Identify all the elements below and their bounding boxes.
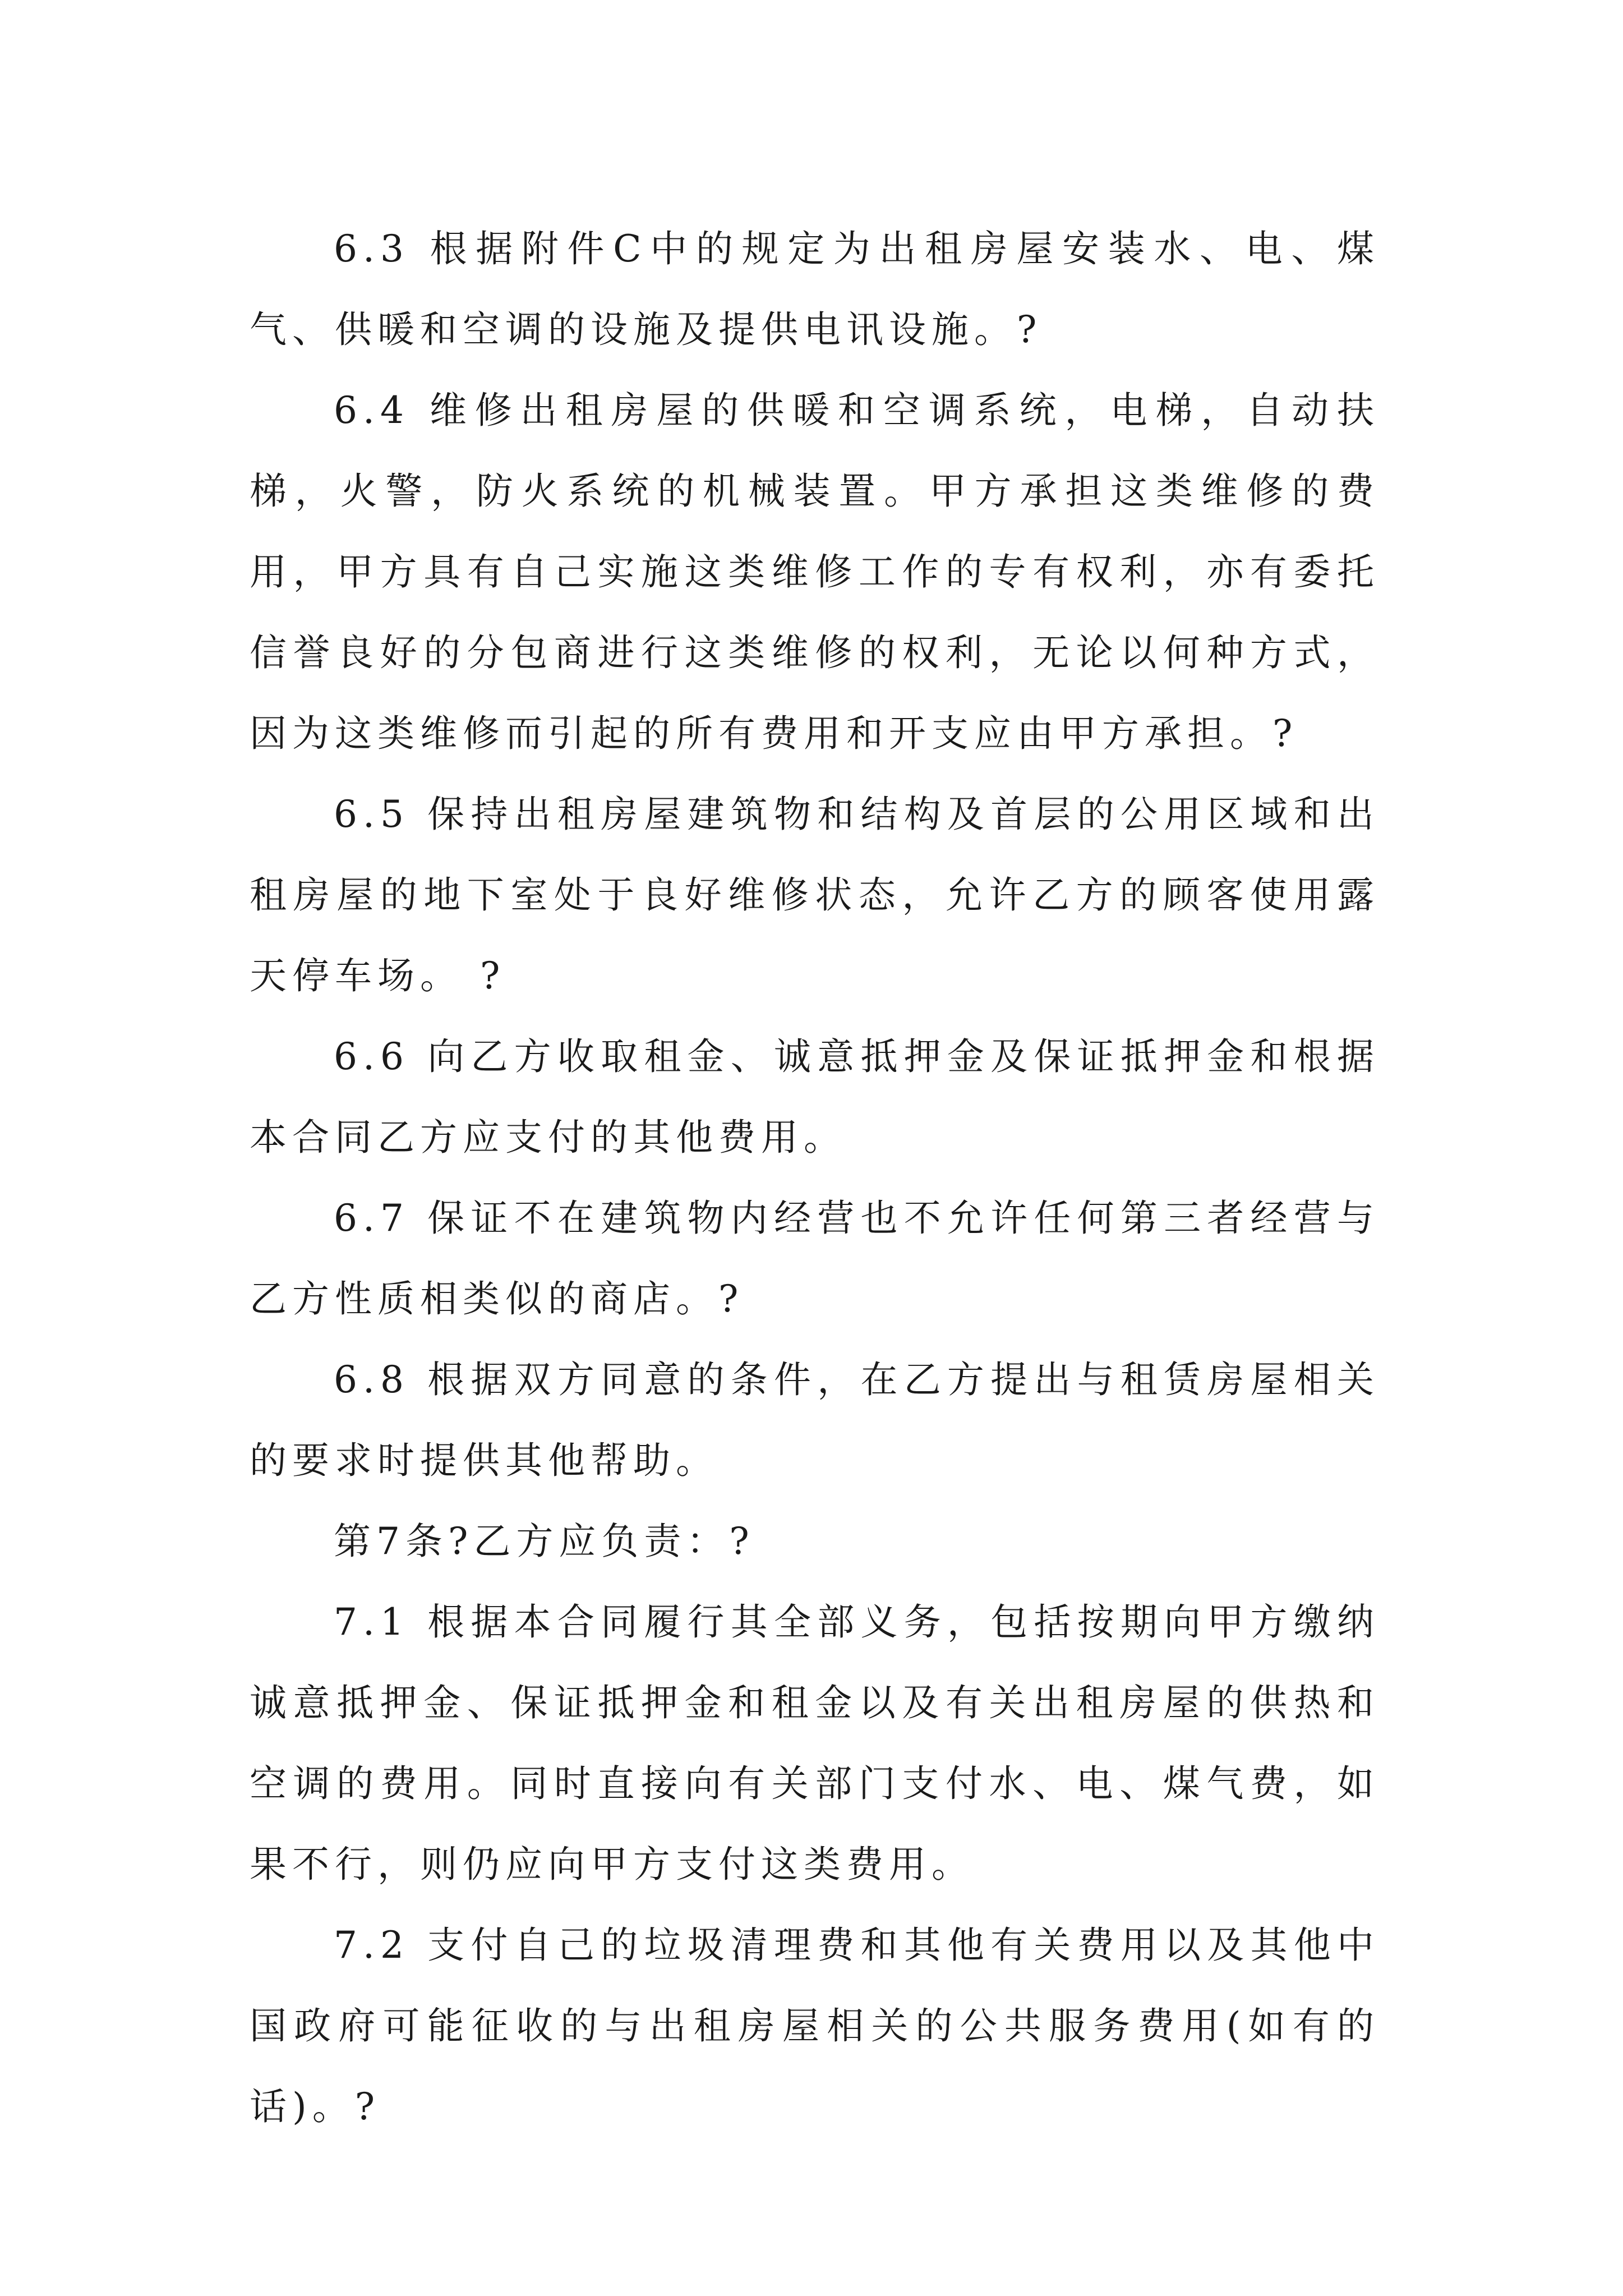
clause-6-8: 6.8 根据双方同意的条件，在乙方提出与租赁房屋相关的要求时提供其他帮助。: [250, 1358, 1380, 1482]
clause-6-4: 6.4 维修出租房屋的供暖和空调系统，电梯，自动扶梯，火警，防火系统的机械装置。甲方承担这类维修的费用，甲方具有自己实施这类维修工作的专有权利，亦有委托信誉良好的分包商进行这类维修的权利，无论以何种方式，因为这类维修而引起的所有费用和开支应由甲方承担。?: [250, 389, 1380, 755]
article-7-heading: 第7条?乙方应负责：?: [334, 1520, 755, 1563]
document-body: [250, 209, 1380, 2147]
clause-6-6: 6.6 向乙方收取租金、诚意抵押金及保证抵押金和根据本合同乙方应支付的其他费用。: [250, 1035, 1380, 1159]
clause-6-5: 6.5 保持出租房屋建筑物和结构及首层的公用区域和出租房屋的地下室处于良好维修状态，允许乙方的顾客使用露天停车场。 ?: [250, 793, 1380, 997]
clause-6-3: 6.3 根据附件C中的规定为出租房屋安装水、电、煤气、供暖和空调的设施及提供电讯设施。?: [250, 227, 1380, 351]
clause-7-1: 7.1 根据本合同履行其全部义务，包括按期向甲方缴纳诚意抵押金、保证抵押金和租金以及有关出租房屋的供热和空调的费用。同时直接向有关部门支付水、电、煤气费，如果不行，则仍应向甲方支付这类费用。: [250, 1600, 1380, 1886]
clause-7-2: 7.2 支付自己的垃圾清理费和其他有关费用以及其他中国政府可能征收的与出租房屋相关的公共服务费用(如有的话)。?: [250, 1924, 1380, 2128]
clause-6-7: 6.7 保证不在建筑物内经营也不允许任何第三者经营与乙方性质相类似的商店。?: [250, 1197, 1380, 1320]
